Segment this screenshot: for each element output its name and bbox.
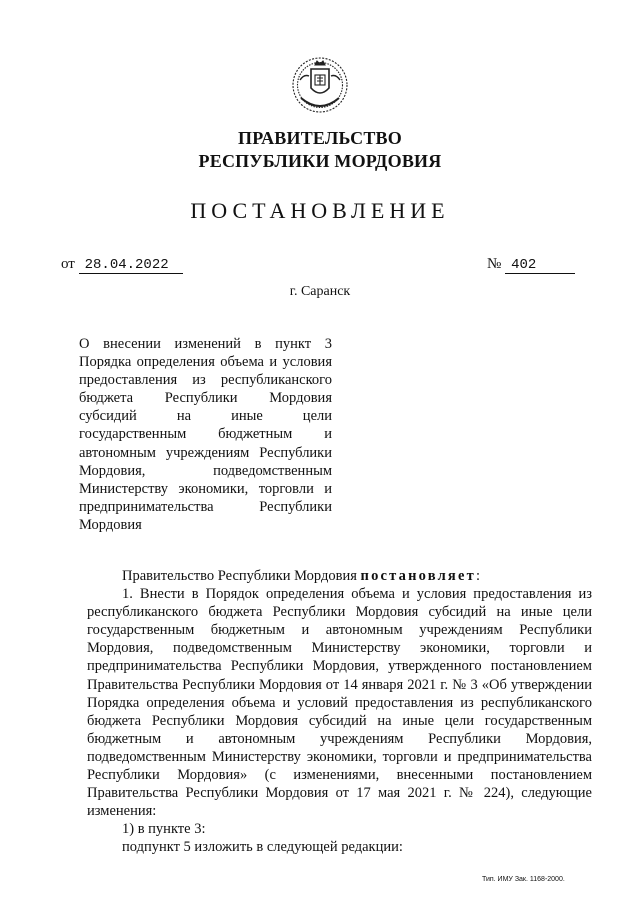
intro-keyword: постановляет [360,568,476,584]
printer-mark: Тип. ИМУ Зак. 1168-2000. [482,876,565,883]
item-1-1-sub-paragraph: подпункт 5 изложить в следующей редакции: [122,839,403,856]
city-label: г. Саранск [289,284,351,299]
document-number [487,256,575,274]
number-prefix: № [487,256,502,272]
document-date [61,256,183,274]
document-subject: О внесении изменений в пункт 3 Порядка определения объема и условия предоставления из республиканского бюджета Республики Мордовия субсидий на иные цели государственным бюджетным и автономным учреждениям Республики Мордовия, подведомственным Министерству экономики, торговли и предпринимательства Республики Мордовия [79,336,332,533]
item-1-paragraph: 1. Внести в Порядок определения объема и условия предоставления из республиканского бюджета Республики Мордовия субсидий на иные цели государственным бюджетным и автономным учреждениям Республики Мордовия, подведомственным Министерству экономики, торговли и предпринимательства Республики Мордовия, утвержденного постановлением Правительства Республики Мордовия от 14 января 2021 г. № 3 «Об утверждении Порядка определения объема и условий предоставления из республиканского бюджета Республики Мордовия субсидий на иные цели государственным бюджетным и автономным учреждениям Республики Мордовия, подведомственным Министерству экономики, торговли и предпринимательства Республики Мордовия» (с изменениями, внесенными постановлением Правительства Республики Мордовия от 17 мая 2021 г. № 224), следующие изменения: [87,586,592,820]
document-type-title: ПОСТАНОВЛЕНИЕ [190,198,450,223]
intro-paragraph [87,567,592,585]
coat-of-arms-icon [291,54,349,116]
item-1-1-paragraph: 1) в пункте 3: [122,821,206,838]
document-body [87,567,592,857]
date-prefix: от [61,256,75,272]
number-value: 402 [505,257,575,274]
government-name-line2: РЕСПУБЛИКИ МОРДОВИЯ [198,151,442,171]
intro-suffix: : [475,568,480,584]
government-name-line1: ПРАВИТЕЛЬСТВО [238,128,402,148]
date-value: 28.04.2022 [79,257,183,274]
intro-prefix: Правительство Республики Мордовия [122,568,357,584]
